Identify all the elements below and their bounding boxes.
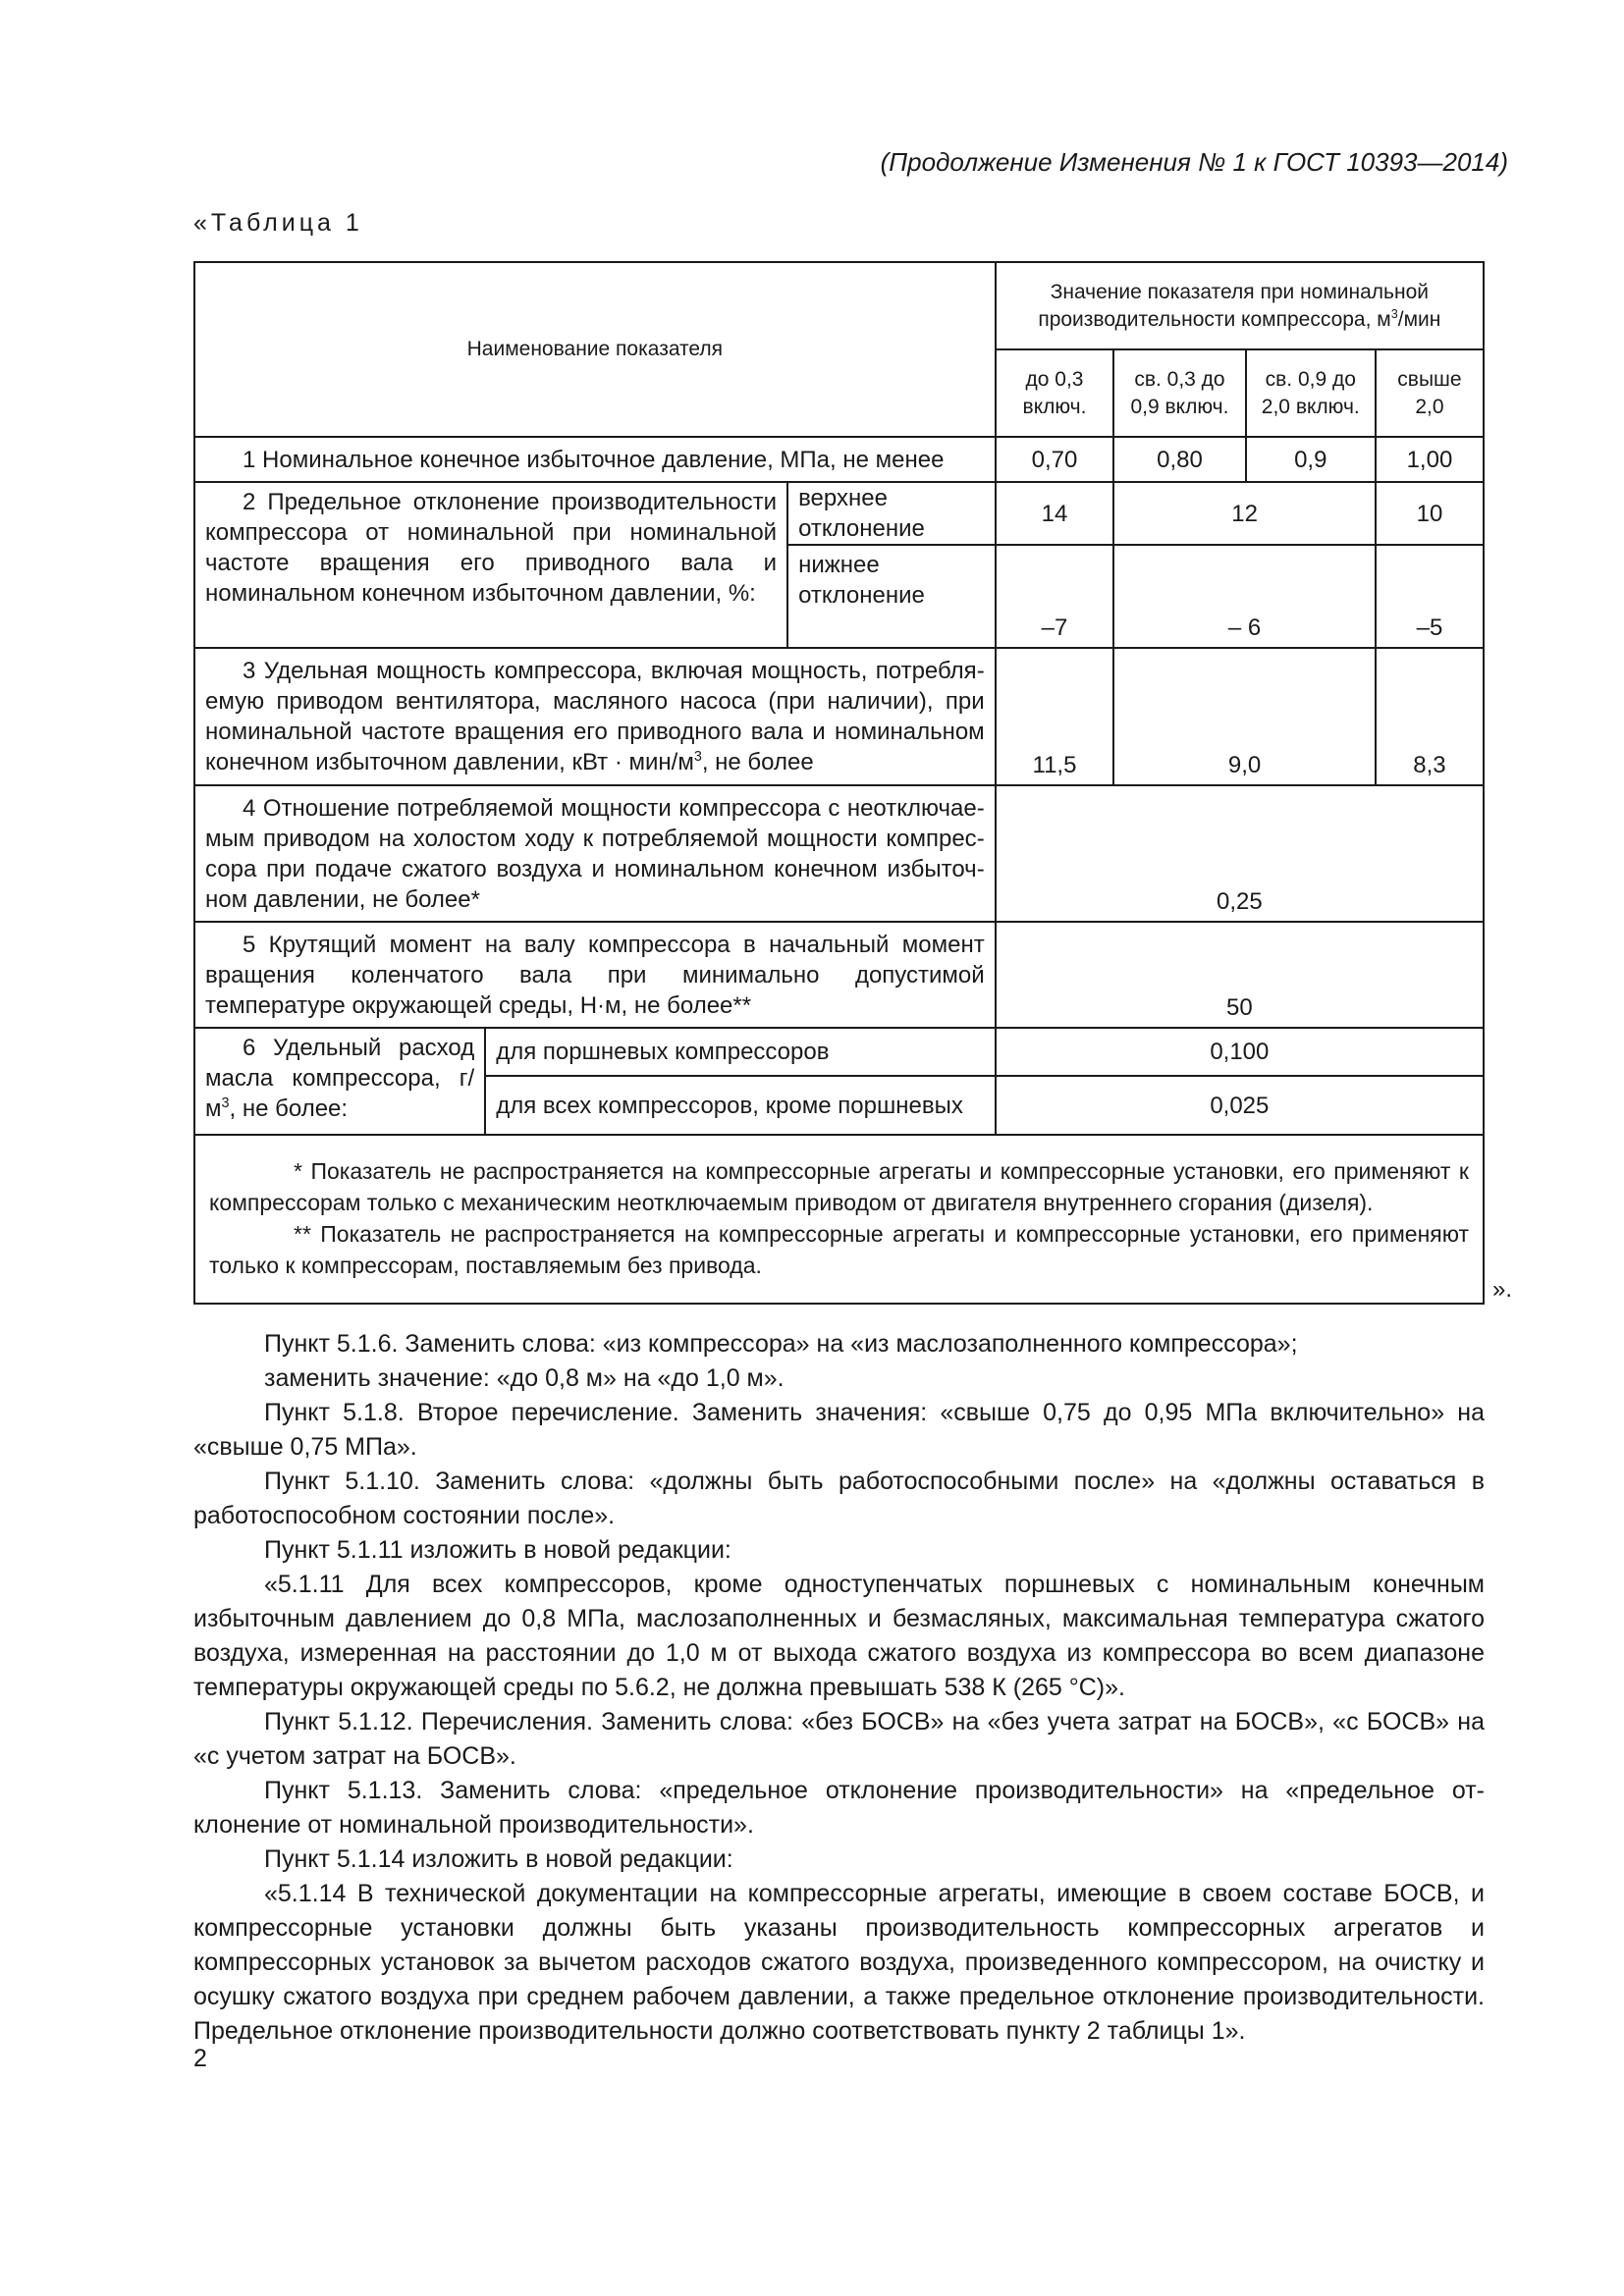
row3-value: 11,5 — [996, 648, 1114, 785]
row1-name: 1 Номинальное конечное избыточное давление, МПа, не менее — [194, 437, 996, 482]
row2-lower-value: – 6 — [1113, 545, 1376, 648]
row6-sub1-label: для поршневых компрессоров — [485, 1028, 995, 1076]
row6-sub2-label: для всех компрессоров, кроме поршневых — [485, 1076, 995, 1135]
row6-name-tail: , не более: — [229, 1095, 349, 1122]
row3-value: 8,3 — [1376, 648, 1484, 785]
row5-value: 50 — [996, 922, 1484, 1028]
col-header-3: св. 0,9 до 2,0 включ. — [1246, 349, 1376, 437]
paragraph: Пункт 5.1.12. Перечисления. Заменить слова: «без БОСВ» на «без учета затрат на БОСВ», «с БОСВ» на «с учетом затрат на БОСВ». — [193, 1708, 1485, 1770]
footnote-2: ** Показатель не распространяется на компрессорные агрегаты и компрессорные установки, его применяют только к компрессорам, поставляемым без привода. — [209, 1221, 1469, 1278]
row6-name-text: 6 Удельный расход масла компрессора, г/м — [205, 1035, 475, 1122]
table-quote-end: ». — [1492, 1276, 1513, 1303]
value-header-main: Значение показателя при номинальной производительности компрессора, м — [1038, 280, 1429, 331]
row6-name — [194, 1028, 485, 1135]
row2-upper-value: 10 — [1376, 482, 1484, 545]
value-header-tail: /мин — [1397, 307, 1441, 331]
row2-name: 2 Предельное отклонение производительности компрессора от номинальной при номинальной частоте вращения его приводного вала и номинальном конечном избыточном давлении, %: — [194, 482, 787, 648]
paragraph: Пункт 5.1.14 изложить в новой редакции: — [264, 1845, 733, 1873]
row4-value: 0,25 — [996, 785, 1484, 922]
row1-value: 0,9 — [1246, 437, 1376, 482]
col-header-4: свыше 2,0 — [1376, 349, 1484, 437]
row3-name-tail: , не более — [701, 749, 814, 775]
row2-lower-value: –7 — [996, 545, 1114, 648]
row3-value: 9,0 — [1113, 648, 1376, 785]
row1-value: 0,70 — [996, 437, 1114, 482]
row2-upper-value: 12 — [1113, 482, 1376, 545]
paragraph: заменить значение: «до 0,8 м» на «до 1,0 м». — [264, 1364, 785, 1392]
amendment-text — [193, 1327, 1485, 2049]
row3-name-text: 3 Удельная мощность компрессора, включая мощность, потребляемую приводом вентилятора, масляного насоса (при наличии), при номинальной частоте вращения его приводного вала и номинальном конечном избыточном давлении, кВт · мин/м — [205, 658, 985, 775]
row1-value: 1,00 — [1376, 437, 1484, 482]
row3-name — [194, 648, 996, 785]
row5-name: 5 Крутящий момент на валу компрессора в начальный момент вращения коленчатого вала при минимально допустимой температуре окружающей среды, Н·м, не более** — [194, 922, 996, 1028]
col-header-1: до 0,3 включ. — [996, 349, 1114, 437]
row6-name-sup: 3 — [221, 1095, 230, 1111]
page-number: 2 — [193, 2045, 207, 2072]
row3-name-sup: 3 — [693, 749, 702, 765]
paragraph: «5.1.14 В технической документации на компрессорные агрегаты, имеющие в своем составе БОСВ, и компрессорные установки должны быть указаны производительность компрессорных агрегатов и компрессорных установок за вычетом расходов сжатого воздуха, произведенного компрессором, на очистку и осушку сжатого воздуха при среднем рабочем давлении, а также предельное отклонение производительности. Предельное отклонение производительности должно соответствовать пункту 2 таблицы 1». — [193, 1880, 1485, 2045]
row1-value: 0,80 — [1113, 437, 1245, 482]
paragraph: «5.1.11 Для всех компрессоров, кроме одноступенчатых поршневых с номинальным конечным избыточным давлением до 0,8 МПа, маслозаполненных и безмасляных, максимальная температура сжатого воздуха, измеренная на расстоянии до 1,0 м от выхода сжатого воздуха из компрессора во всем диапазоне температуры окружающей среды по 5.6.2, не должна превышать 538 К (265 °С)». — [193, 1571, 1485, 1701]
row2-upper-label: верхнее отклонение — [787, 482, 996, 545]
name-column-header: Наименование показателя — [194, 262, 996, 437]
paragraph: Пункт 5.1.11 изложить в новой редакции: — [264, 1536, 731, 1564]
col-header-2: св. 0,3 до 0,9 включ. — [1113, 349, 1245, 437]
row2-upper-value: 14 — [996, 482, 1114, 545]
document-header: (Продолжение Изменения № 1 к ГОСТ 10393—2014) — [880, 147, 1508, 177]
row2-lower-label: нижнее отклонение — [787, 545, 996, 648]
paragraph: Пункт 5.1.8. Второе перечисление. Заменить значения: «свыше 0,75 до 0,95 МПа включительно» на «свыше 0,75 МПа». — [193, 1399, 1485, 1461]
row2-lower-value: –5 — [1376, 545, 1484, 648]
paragraph: Пункт 5.1.10. Заменить слова: «должны быть работоспособными после» на «должны оставаться в работоспособном состоянии после». — [193, 1468, 1485, 1529]
table-notes — [194, 1135, 1484, 1304]
table-caption: «Таблица 1 — [193, 209, 363, 237]
row6-sub1-value: 0,100 — [996, 1028, 1484, 1076]
row4-name: 4 Отношение потребляемой мощности компрессора с неотключаемым приводом на холостом ходу к потребляемой мощности компрессора при подаче сжатого воздуха и номинальном конечном избыточном давлении, не более* — [194, 785, 996, 922]
footnote-1: * Показатель не распространяется на компрессорные агрегаты и компрессорные установки, его применяют к компрессорам только с механическим неотключаемым приводом от двигателя внутреннего сгорания (дизеля). — [209, 1158, 1469, 1215]
paragraph: Пункт 5.1.13. Заменить слова: «предельное отклонение производительности» на «предельное отклонение от номинальной производительности». — [193, 1777, 1485, 1839]
value-header-sup: 3 — [1390, 306, 1398, 321]
value-header — [996, 262, 1484, 349]
paragraph: Пункт 5.1.6. Заменить слова: «из компрессора» на «из маслозаполненного компрессора»; — [264, 1330, 1298, 1358]
row6-sub2-value: 0,025 — [996, 1076, 1484, 1135]
specs-table — [193, 261, 1485, 1305]
